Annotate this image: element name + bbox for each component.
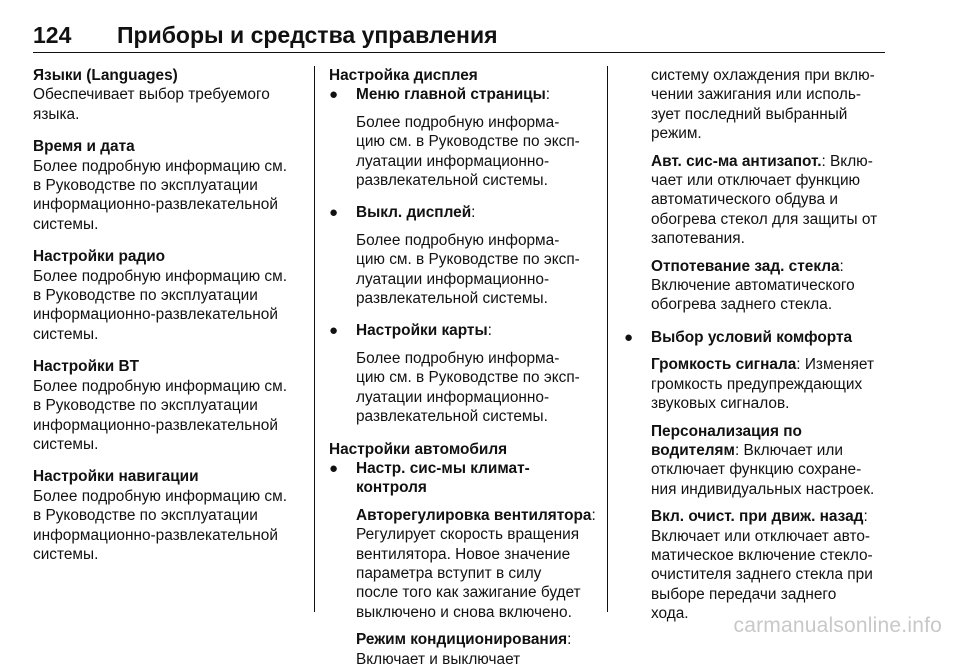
text-line: развлекательной системы. [356,290,548,308]
bullet-label: контроля [356,479,427,497]
text-line: системы. [33,435,99,453]
text-line: Включает и выключает [356,650,521,668]
bullet-dot: ● [329,322,339,340]
text-line: Более подробную информа- [356,113,560,131]
text-line: звуковых сигналов. [651,395,790,413]
text-line: чает или отключает функцию [651,172,861,190]
text-line: луатации информационно- [356,152,550,170]
text-line: языка. [33,105,80,123]
page-header [33,18,885,53]
text-line: режим. [651,125,702,143]
text-line: обогрева стекол для защиты от [651,210,878,228]
bullet-home-menu: ● Меню главной страницы: Более подробную информа- цию см. в Руководстве по эксп- луатации информационно- развлекательной системы. [329,85,591,190]
text-line: зует последний выбранный [651,105,848,123]
text-line: чении зажигания или исполь- [651,86,862,104]
bullet-label: Настр. сис-мы климат- [356,459,530,477]
section-time-date [33,137,303,234]
bullet-label: Настройки карты [356,322,488,340]
bullet-comfort: ● Выбор условий комфорта Громкость сигнала: Изменяет громкость предупреждающих звуковых сигналов. Персонализация по водителям: Включает или отключает функцию сохране- ния индивидуальных настроек. Вкл. очист. при движ. назад: Включает или отключает авто- матическое включение стекло- очистителя заднего стекла при выборе передачи заднего хода. [624,328,888,624]
text-line: цию см. в Руководстве по эксп- [356,251,580,269]
column-right [624,66,888,624]
text-line: Более подробную информа- [356,349,560,367]
section-heading-vehicle: Настройки автомобиля [329,440,508,458]
text-line: очистителя заднего стекла при [651,566,873,584]
section-heading: Настройки радио [33,248,166,266]
item-label: водителям [651,441,735,459]
text-line: хода. [651,605,689,623]
watermark: carmanualsonline.info [733,614,942,637]
text-line: Более подробную информацию см. [33,267,287,285]
bullet-label: Меню главной страницы [356,86,546,104]
bullet-map-settings: ● Настройки карты: Более подробную информа- цию см. в Руководстве по эксп- луатации информационно- развлекательной системы. [329,321,591,426]
section-heading: Настройки навигации [33,468,199,486]
section-heading-display: Настройка дисплея [329,67,478,84]
text-line: систему охлаждения при вклю- [651,67,875,84]
section-bt [33,357,303,454]
bullet-dot: ● [329,204,339,222]
text-line: громкость предупреждающих [651,375,863,393]
text-line: Более подробную информа- [356,231,560,249]
text-line: в Руководстве по эксплуатации [33,177,258,195]
column-left [33,66,303,577]
bullet-climate: ● Настр. сис-мы климат- контроля Авторегулировка вентилятора: Регулирует скорость вращения вентилятора. Новое значение параметра вступит в силу после того как зажигание будет выключено и снова включено. Режим кондиционирования: Включает и выключает [329,459,596,668]
bullet-dot: ● [329,86,339,104]
text-line: отключает функцию сохране- [651,461,862,479]
text-line: информационно-развлекательной [33,416,278,434]
text-line: Более подробную информацию см. [33,377,287,395]
item-label: Авторегулировка вентилятора [356,506,592,524]
text-line: развлекательной системы. [356,408,548,426]
item-label: Авт. сис-ма антизапот. [651,152,822,170]
column-middle [329,66,596,669]
section-radio [33,247,303,344]
text-line: ния индивидуальных настроек. [651,480,875,498]
bullet-label: Выкл. дисплей [356,204,472,222]
page-title: Приборы и средства управления [117,22,498,48]
text-line: информационно-развлекательной [33,196,278,214]
text-line: в Руководстве по эксплуатации [33,397,258,415]
section-navigation [33,467,303,564]
text-line: системы. [33,325,99,343]
text-line: информационно-развлекательной [33,526,278,544]
page-number: 124 [33,22,72,48]
bullet-dot: ● [624,328,634,346]
item-label: Вкл. очист. при движ. назад [651,508,864,526]
text-line: Регулирует скорость вращения [356,526,580,544]
text-line: системы. [33,215,99,233]
text-line: запотевания. [651,230,745,248]
section-heading: Языки (Languages) [33,67,178,84]
text-line: матическое включение стекло- [651,546,873,564]
text-line: выключено и снова включено. [356,603,572,621]
climate-continued: систему охлаждения при вклю- чении зажигания или исполь- зует последний выбранный режим. Авт. сис-ма антизапот.: Вклю- чает или отключает функцию автоматического обдува и обогрева стекол для защиты от запотевания. Отпотевание зад. стекла: Включение автоматического обогрева заднего стекла. [624,66,888,315]
text-line: выборе передачи заднего [651,585,837,603]
text-line: обогрева заднего стекла. [651,296,833,314]
item-label: Громкость сигнала [651,356,797,374]
text-line: Включение автоматического [651,277,855,295]
text-line: системы. [33,545,99,563]
text-line: вентилятора. Новое значение [356,545,571,563]
text-line: в Руководстве по эксплуатации [33,507,258,525]
text-line: цию см. в Руководстве по эксп- [356,133,580,151]
text-line: автоматического обдува и [651,191,838,209]
text-line: в Руководстве по эксплуатации [33,287,258,305]
text-line: Включает или отключает авто- [651,527,871,545]
bullet-dot: ● [329,459,339,477]
text-line: Более подробную информацию см. [33,157,287,175]
section-heading: Время и дата [33,138,135,156]
text-line: параметра вступит в силу [356,564,542,582]
text-line: информационно-развлекательной [33,306,278,324]
column-divider-2 [607,66,608,612]
text-line: развлекательной системы. [356,172,548,190]
item-label: Персонализация по [651,422,802,440]
text-line: Обеспечивает выбор требуемого [33,86,270,104]
item-label: Отпотевание зад. стекла [651,257,840,275]
text-line: луатации информационно- [356,388,550,406]
text-line: Более подробную информацию см. [33,487,287,505]
text-line: цию см. в Руководстве по эксп- [356,369,580,387]
text-line: после того как зажигание будет [356,584,581,602]
bullet-label: Выбор условий комфорта [651,328,853,346]
section-heading: Настройки BT [33,358,139,376]
bullet-display-off: ● Выкл. дисплей: Более подробную информа- цию см. в Руководстве по эксп- луатации информационно- развлекательной системы. [329,203,591,308]
text-line: луатации информационно- [356,270,550,288]
item-label: Режим кондиционирования [356,631,568,649]
column-divider-1 [314,66,315,612]
section-languages [33,66,303,124]
